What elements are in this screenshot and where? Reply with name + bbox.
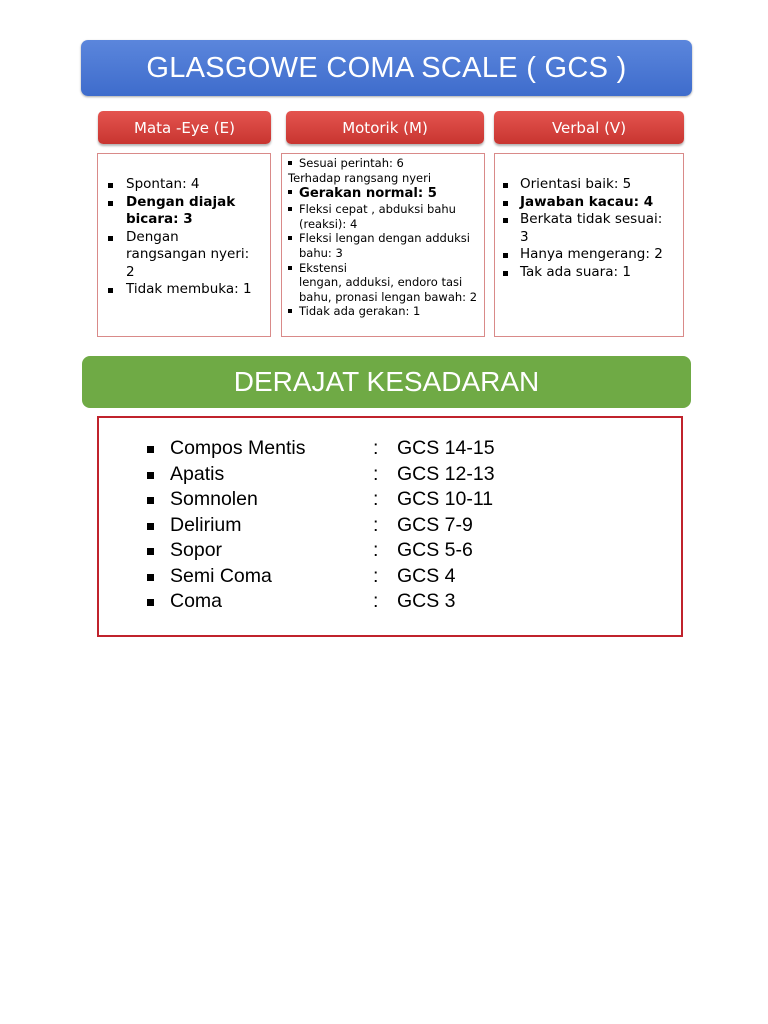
verbal-item: Hanya mengerang: 2 xyxy=(503,246,675,264)
level-row xyxy=(147,462,567,488)
bullet-icon xyxy=(108,288,113,293)
page-title: GLASGOWE COMA SCALE ( GCS ) xyxy=(81,40,692,96)
level-separator: : xyxy=(373,564,379,587)
motor-item: lengan, adduksi, endoro tasi bahu, pronasi lengan bawah: 2 xyxy=(299,275,478,304)
bullet-icon xyxy=(288,207,292,211)
eye-item: Dengan rangsangan nyeri: 2 xyxy=(108,229,262,282)
level-value: GCS 10-11 xyxy=(397,488,494,510)
motor-item: Terhadap rangsang nyeri xyxy=(288,170,432,185)
bullet-icon xyxy=(288,309,292,313)
eye-criteria-box xyxy=(97,153,271,337)
bullet-icon xyxy=(147,574,154,581)
verbal-item: Tak ada suara: 1 xyxy=(503,264,675,282)
level-row xyxy=(147,487,567,513)
motor-item: Fleksi cepat , abduksi bahu (reaksi): 4 xyxy=(288,202,479,231)
motor-item: Fleksi lengan dengan adduksi bahu: 3 xyxy=(288,231,479,260)
bullet-icon xyxy=(288,161,292,165)
verbal-criteria-box xyxy=(494,153,684,337)
verbal-item: Jawaban kacau: 4 xyxy=(503,194,675,212)
level-separator: : xyxy=(373,437,379,459)
bullet-icon xyxy=(288,266,292,270)
bullet-icon xyxy=(147,446,154,453)
bullet-icon xyxy=(108,201,113,206)
eye-item: Spontan: 4 xyxy=(108,176,262,194)
level-separator: : xyxy=(373,462,379,485)
levels-title: DERAJAT KESADARAN xyxy=(82,356,691,408)
level-separator: : xyxy=(373,539,379,561)
motor-item: Sesuai perintah: 6 xyxy=(288,156,479,171)
bullet-icon xyxy=(108,183,113,188)
eye-item: Dengan diajak bicara: 3 xyxy=(108,194,262,229)
level-value: GCS 5-6 xyxy=(397,539,473,561)
bullet-icon xyxy=(503,271,508,276)
level-name: Somnolen xyxy=(170,488,258,510)
motor-column-header: Motorik (M) xyxy=(286,111,484,144)
level-separator: : xyxy=(373,590,379,612)
bullet-icon xyxy=(503,218,508,223)
level-value: GCS 4 xyxy=(397,564,456,587)
level-row xyxy=(147,589,567,615)
motor-item: Gerakan normal: 5 xyxy=(288,185,479,202)
level-name: Compos Mentis xyxy=(170,437,306,459)
bullet-icon xyxy=(503,201,508,206)
level-name: Semi Coma xyxy=(170,564,272,587)
level-row xyxy=(147,436,567,462)
bullet-icon xyxy=(288,236,292,240)
level-separator: : xyxy=(373,488,379,510)
bullet-icon xyxy=(147,472,154,479)
level-value: GCS 12-13 xyxy=(397,462,495,485)
bullet-icon xyxy=(147,599,154,606)
bullet-icon xyxy=(147,548,154,555)
level-row xyxy=(147,564,567,590)
motor-item: Tidak ada gerakan: 1 xyxy=(288,304,479,319)
eye-column-header: Mata -Eye (E) xyxy=(98,111,271,144)
verbal-item: Berkata tidak sesuai: 3 xyxy=(503,211,675,246)
bullet-icon xyxy=(108,236,113,241)
bullet-icon xyxy=(147,497,154,504)
motor-item: Ekstensi xyxy=(288,261,479,276)
level-name: Sopor xyxy=(170,539,223,561)
level-row xyxy=(147,538,567,564)
level-name: Delirium xyxy=(170,513,242,536)
level-value: GCS 7-9 xyxy=(397,513,473,536)
verbal-item: Orientasi baik: 5 xyxy=(503,176,675,194)
eye-item: Tidak membuka: 1 xyxy=(108,281,262,299)
bullet-icon xyxy=(503,183,508,188)
level-row xyxy=(147,513,567,539)
motor-criteria-box xyxy=(281,153,485,337)
level-name: Coma xyxy=(170,590,223,612)
bullet-icon xyxy=(147,523,154,530)
level-value: GCS 14-15 xyxy=(397,437,495,459)
bullet-icon xyxy=(503,253,508,258)
bullet-icon xyxy=(288,190,292,194)
level-separator: : xyxy=(373,513,379,536)
consciousness-levels-box xyxy=(97,416,683,637)
level-value: GCS 3 xyxy=(397,590,456,612)
level-name: Apatis xyxy=(170,462,225,485)
verbal-column-header: Verbal (V) xyxy=(494,111,684,144)
